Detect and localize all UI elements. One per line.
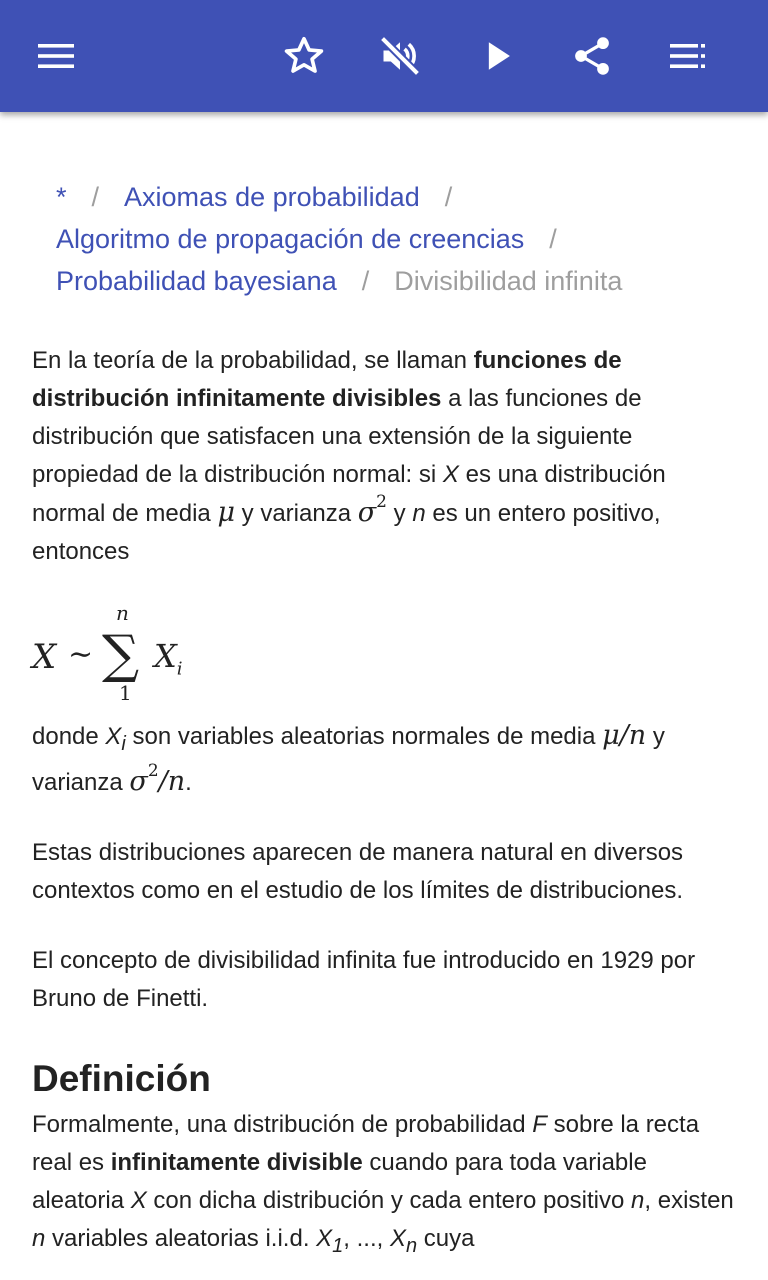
contents-button[interactable] (660, 28, 716, 84)
formula-term-sub: i (176, 658, 183, 680)
breadcrumb-separator: / (444, 182, 453, 212)
formula-term-var: X (154, 637, 177, 675)
variable: n (631, 1186, 645, 1214)
variable-xi (105, 723, 126, 755)
variables-paragraph (32, 717, 736, 802)
text: sobre la recta real es (32, 1110, 700, 1176)
text: Formalmente, una distribución de probabilidad (32, 1110, 533, 1138)
sum-formula (32, 601, 736, 717)
math-mu: μ (217, 497, 235, 528)
subscript: 1 (332, 1234, 344, 1257)
math-sigma-squared-over-n (129, 760, 186, 797)
breadcrumb-link-axiomas[interactable]: Axiomas de probabilidad (124, 182, 420, 212)
text: es un entero positivo, entonces (32, 500, 661, 565)
text: y varianza (235, 500, 358, 527)
app-toolbar (0, 0, 768, 112)
variable: F (532, 1110, 547, 1138)
variable: X (442, 461, 459, 488)
volume-off-icon (378, 34, 422, 78)
bold-term: infinitamente divisible (110, 1148, 363, 1176)
text: donde (32, 723, 106, 750)
text: cuando para toda variable aleatoria (32, 1148, 647, 1214)
formula-lhs: X (32, 637, 57, 677)
variable-xn (389, 1224, 418, 1257)
menu-icon (36, 36, 76, 76)
text: cuya (417, 1224, 475, 1252)
variable-x1 (316, 1224, 344, 1257)
section-heading-definicion: Definición (32, 1057, 211, 1099)
breadcrumb (56, 176, 736, 302)
breadcrumb-link-home[interactable]: * (56, 182, 67, 212)
breadcrumb-link-bayesiana[interactable]: Probabilidad bayesiana (56, 266, 337, 296)
share-button[interactable] (564, 28, 620, 84)
formula-term (154, 637, 183, 679)
breadcrumb-current: Divisibilidad infinita (394, 266, 623, 296)
variable: n (412, 500, 426, 527)
text: y varianza (32, 723, 665, 796)
formula-upper-limit: n (116, 601, 129, 625)
text: , existen (644, 1186, 734, 1214)
share-icon (570, 34, 614, 78)
subscript: i (121, 732, 126, 755)
math-sigma-squared (357, 492, 387, 528)
math-exponent: 2 (147, 760, 159, 781)
math-sigma: σ (129, 765, 148, 797)
variable: X (316, 1224, 333, 1252)
paragraph-context: Estas distribuciones aparecen de manera natural en diversos contextos como en el estudio de los límites de distribuciones. (32, 838, 684, 904)
text: variables aleatorias i.i.d. (45, 1224, 317, 1252)
text: y (386, 500, 413, 527)
math-exponent: 2 (376, 492, 387, 512)
menu-button[interactable] (28, 28, 84, 84)
text: , ..., (343, 1224, 390, 1252)
variable: X (389, 1224, 406, 1252)
math-sigma: σ (357, 497, 377, 528)
formula-lower-limit: 1 (119, 681, 132, 705)
intro-paragraph (32, 342, 736, 571)
text: es una distribución normal de media (32, 461, 666, 527)
text: . (185, 768, 192, 796)
text: con dicha distribución y cada entero positivo (146, 1186, 632, 1214)
breadcrumb-separator: / (91, 182, 100, 212)
play-button[interactable] (470, 28, 526, 84)
math-mu-over-n: μ/n (602, 720, 647, 751)
mute-button[interactable] (372, 28, 428, 84)
subscript: n (406, 1234, 418, 1257)
variable: X (105, 723, 122, 750)
paragraph-history: El concepto de divisibilidad infinita fue introducido en 1929 por Bruno de Finetti. (32, 946, 696, 1012)
text: a las funciones de distribución que satisfacen una extensión de la siguiente propiedad de la distribución normal: si (32, 385, 642, 488)
bold-term: funciones de distribución infinitamente divisibles (32, 347, 622, 412)
definition-paragraph (32, 1106, 736, 1265)
text: son variables aleatorias normales de media (125, 723, 603, 750)
playlist-icon (668, 36, 708, 76)
breadcrumb-separator: / (549, 224, 557, 254)
variable: X (130, 1186, 147, 1214)
play-icon (476, 34, 520, 78)
article-content (32, 112, 736, 1265)
math-over-n: /n (158, 765, 186, 797)
formula-tilde: ∼ (68, 637, 94, 672)
text: En la teoría de la probabilidad, se llaman (32, 347, 474, 374)
star-outline-icon (282, 34, 326, 78)
variable: n (32, 1224, 46, 1252)
favorite-button[interactable] (276, 28, 332, 84)
breadcrumb-separator: / (361, 266, 370, 296)
breadcrumb-link-algoritmo[interactable]: Algoritmo de propagación de creencias (56, 224, 525, 254)
formula-summation: ∑ (102, 625, 140, 685)
